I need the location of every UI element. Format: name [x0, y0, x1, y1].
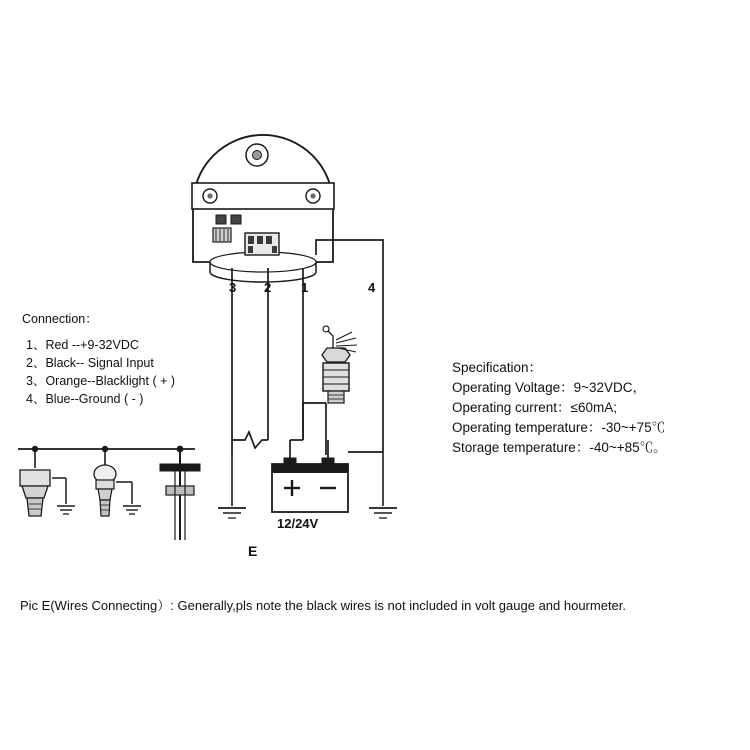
specification-line-1: Operating Voltage：9~32VDC，	[452, 380, 646, 395]
connection-item-3: 3、Orange--Blacklight ( + )	[26, 374, 176, 388]
gauge-housing	[192, 135, 334, 282]
connection-item-2: 2、Black-- Signal Input	[26, 356, 154, 370]
battery-voltage-label: 12/24V	[277, 516, 319, 531]
specification-heading: Specification：	[452, 360, 543, 375]
ignition-switch	[232, 432, 268, 448]
wire-number-4: 4	[368, 280, 376, 295]
wire-number-1: 1	[301, 280, 309, 295]
ground-symbol-right	[348, 452, 397, 518]
wire-number-2: 2	[264, 280, 272, 295]
sender-unit-2	[94, 446, 141, 516]
wire-number-3: 3	[229, 280, 237, 295]
specification-line-2: Operating current：≤60mA;	[452, 400, 617, 415]
pressure-sender-center	[303, 326, 357, 455]
connection-heading: Connection：	[22, 312, 98, 326]
specification-line-4: Storage temperature：-40~+85℃。	[452, 440, 667, 455]
diagram-caption: Pic E(Wires Connecting）: Generally,pls note the black wires is not included in volt gauge and hourmeter.	[20, 598, 627, 613]
chassis-ground-stake	[160, 446, 200, 540]
ground-symbol-center	[218, 455, 246, 518]
ground-label-e: E	[248, 543, 258, 559]
connection-item-4: 4、Blue--Ground ( - )	[26, 392, 144, 406]
sender-unit-1	[20, 446, 75, 516]
specification-line-3: Operating temperature：-30~+75℃	[452, 420, 666, 435]
battery	[272, 440, 348, 512]
connection-item-1: 1、Red --+9-32VDC	[26, 338, 139, 352]
